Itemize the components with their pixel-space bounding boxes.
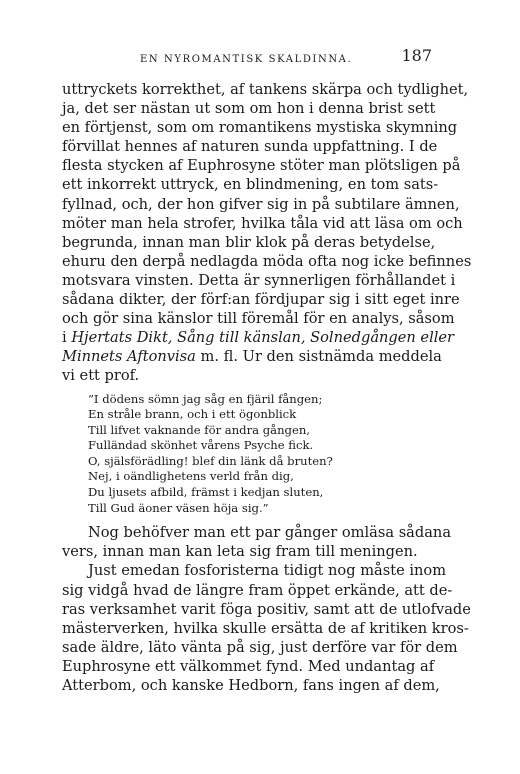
text-line: uttryckets korrekthet, af tankens skärpa och tydlighet, <box>62 81 469 98</box>
text-fragment: m. fl. Ur den sistnämda meddela <box>195 348 442 366</box>
poem-line: Fulländad skönhet vårens Psyche fick. <box>88 438 314 453</box>
text-line: vi ett prof. <box>62 367 140 385</box>
poem-line: Nej, i oändlighetens verld från dig, <box>88 469 294 484</box>
page-number: 187 <box>401 46 432 65</box>
text-line: begrunda, innan man blir klok på deras betydelse, <box>62 233 436 251</box>
text-fragment: i <box>62 329 72 347</box>
italic-titles-line-2 <box>62 347 442 366</box>
poem-line: O, själsförädling! blef din länk då bruten? <box>88 453 333 468</box>
italic-titles-line-1 <box>62 328 455 347</box>
poem-line: Till lifvet vaknande för andra gången, <box>88 422 310 437</box>
running-head: EN NYROMANTISK SKALDINNA. <box>140 54 353 65</box>
quoted-poem <box>88 392 388 517</box>
text-line: sådana dikter, der förf:an fördjupar sig i sitt eget inre <box>62 291 460 309</box>
text-line: sade äldre, läto vänta på sig, just derföre var för dem <box>62 638 458 656</box>
page-header <box>62 46 434 66</box>
poem-titles: Hjertats Dikt, Sång till känslan, Solnedgången eller <box>71 329 455 347</box>
paragraph-2 <box>62 523 452 561</box>
text-line: mästerverken, hvilka skulle ersätta de af kritiken kros- <box>62 619 469 637</box>
text-line: vers, innan man kan leta sig fram till meningen. <box>62 543 418 561</box>
text-line: fyllnad, och, der hon gifver sig in på subtilare ämnen, <box>62 195 460 213</box>
text-line: möter man hela strofer, hvilka tåla vid att läsa om och <box>62 214 463 232</box>
text-line: motsvara vinsten. Detta är synnerligen förhållandet i <box>62 271 456 289</box>
text-line: ja, det ser nästan ut som om hon i denna brist sett <box>62 100 436 118</box>
paragraph-1 <box>62 80 472 386</box>
text-line: förvillat hennes af naturen sunda uppfattning. I de <box>62 138 438 156</box>
text-line: och gör sina känslor till föremål för en analys, såsom <box>62 310 455 328</box>
text-line: Nog behöfver man ett par gånger omläsa sådana <box>88 524 452 542</box>
text-line: flesta stycken af Euphrosyne stöter man plötsligen på <box>62 157 461 175</box>
poem-line: ”I dödens sömn jag såg en fjäril fången; <box>88 391 323 406</box>
poem-title: Minnets Aftonvisa <box>62 348 196 366</box>
text-line: en förtjenst, som om romantikens mystiska skymning <box>62 119 458 137</box>
text-line: ras verksamhet varit föga positiv, samt att de utlofvade <box>62 600 471 618</box>
text-line: ehuru den derpå nedlagda möda ofta nog icke befinnes <box>62 252 472 270</box>
poem-line: En stråle brann, och i ett ögonblick <box>88 407 297 422</box>
text-line: Euphrosyne ett välkommet fynd. Med undantag af <box>62 657 435 675</box>
poem-line: Till Gud äoner väsen höja sig.” <box>88 500 269 515</box>
text-line: Atterbom, och kanske Hedborn, fans ingen af dem, <box>62 677 440 694</box>
text-line: sig vidgå hvad de längre fram öppet erkände, att de- <box>62 581 453 599</box>
paragraph-3 <box>62 561 471 695</box>
text-line: Just emedan fosforisterna tidigt nog måste inom <box>88 562 447 580</box>
page-body <box>62 80 472 695</box>
poem-line: Du ljusets afbild, främst i kedjan sluten, <box>88 485 324 500</box>
text-line: ett inkorrekt uttryck, en blindmening, en tom sats- <box>62 176 439 194</box>
